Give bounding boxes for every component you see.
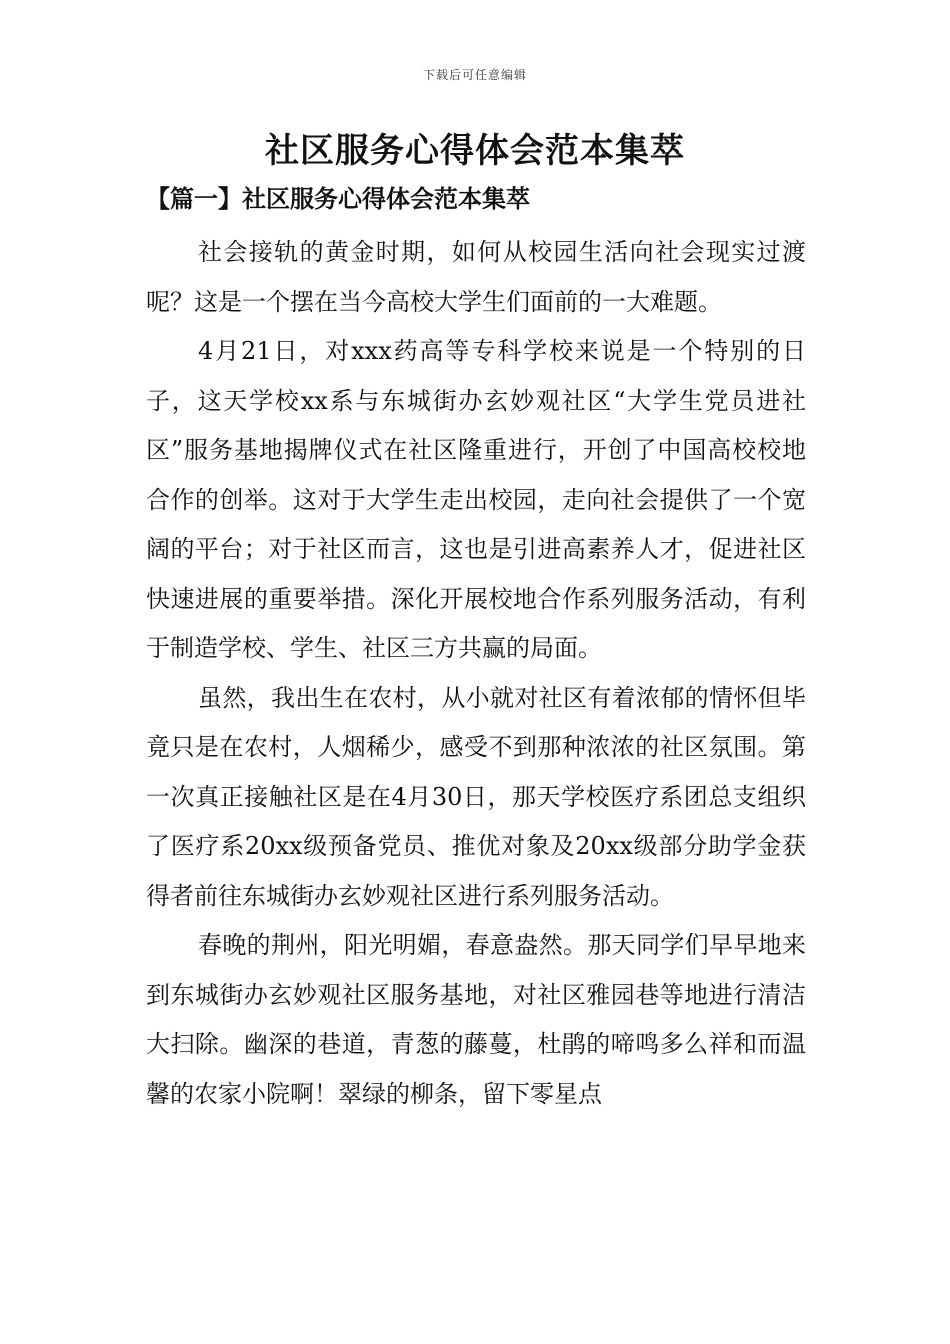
paragraph: 虽然，我出生在农村，从小就对社区有着浓郁的情怀但毕竟只是在农村，人烟稀少，感受不到那种浓浓的社区氛围。第一次真正接触社区是在4月30日，那天学校医疗系团总支组织了医疗系20xx级预备党员、推优对象及20xx级部分助学金获得者前往东城街办玄妙观社区进行系列服务活动。	[146, 683, 806, 910]
section-heading: 【篇一】社区服务心得体会范本集萃	[146, 184, 530, 213]
document-title: 社区服务心得体会范本集萃	[265, 131, 685, 171]
paragraph: 春晚的荆州，阳光明媚，春意盎然。那天同学们早早地来到东城街办玄妙观社区服务基地，对社区雅园巷等地进行清洁大扫除。幽深的巷道，青葱的藤蔓，杜鹃的啼鸣多么祥和而温馨的农家小院啊！翠绿的柳条，留下零星点	[146, 931, 806, 1108]
body-text	[146, 228, 806, 1119]
header-note: 下载后可任意编辑	[422, 68, 527, 82]
paragraph: 社会接轨的黄金时期，如何从校园生活向社会现实过渡呢？这是一个摆在当今高校大学生们面前的一大难题。	[146, 238, 806, 316]
paragraph: 4月21日，对xxx药高等专科学校来说是一个特别的日子，这天学校xx系与东城街办玄妙观社区“大学生党员进社区”服务基地揭牌仪式在社区隆重进行，开创了中国高校校地合作的创举。这对于大学生走出校园，走向社会提供了一个宽阔的平台；对于社区而言，这也是引进高素养人才，促进社区快速进展的重要举措。深化开展校地合作系列服务活动，有利于制造学校、学生、社区三方共赢的局面。	[146, 337, 806, 662]
